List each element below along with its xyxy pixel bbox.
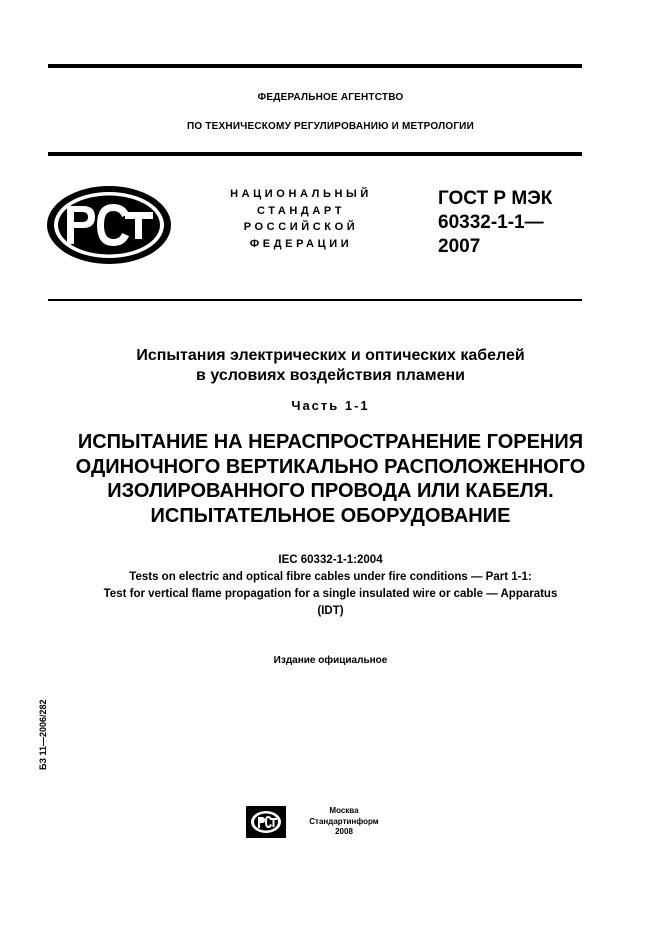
publisher-name: Стандартинформ bbox=[309, 816, 379, 826]
iec-line-1: Tests on electric and optical fibre cables under fire conditions — Part 1-1: bbox=[129, 571, 532, 583]
document-subtitle bbox=[0, 430, 661, 528]
iec-reference bbox=[0, 552, 661, 620]
edition-label: Издание официальное bbox=[273, 655, 388, 666]
gost-line-1: ГОСТ Р МЭК bbox=[438, 188, 553, 209]
subtitle-line-1: ИСПЫТАНИЕ НА НЕРАСПРОСТРАНЕНИЕ ГОРЕНИЯ bbox=[77, 431, 584, 453]
title-line-1: Испытания электрических и оптических кабелей bbox=[136, 347, 525, 364]
header-rule bbox=[48, 152, 582, 156]
document-title bbox=[0, 346, 661, 386]
publisher-city: Москва bbox=[329, 806, 359, 815]
iec-line-3: (IDT) bbox=[317, 605, 344, 617]
subtitle-line-3: ИЗОЛИРОВАННОГО ПРОВОДА ИЛИ КАБЕЛЯ. bbox=[107, 480, 554, 502]
gost-line-2: 60332-1-1— bbox=[438, 212, 544, 233]
agency-line-2: ПО ТЕХНИЧЕСКОМУ РЕГУЛИРОВАНИЮ И МЕТРОЛОГИИ bbox=[187, 121, 474, 132]
rst-logo-icon bbox=[45, 184, 173, 266]
title-line-2: в условиях воздействия пламени bbox=[196, 367, 465, 384]
national-standard-line-2: СТАНДАРТ bbox=[256, 204, 346, 217]
mid-rule bbox=[48, 299, 582, 301]
part-label: Часть 1-1 bbox=[291, 398, 370, 413]
publisher-year: 2008 bbox=[335, 827, 353, 836]
standartinform-logo-icon bbox=[246, 806, 286, 838]
publisher-info bbox=[296, 806, 392, 838]
top-rule bbox=[48, 64, 582, 68]
subtitle-line-2: ОДИНОЧНОГО ВЕРТИКАЛЬНО РАСПОЛОЖЕННОГО bbox=[75, 455, 586, 478]
national-standard-line-1: НАЦИОНАЛЬНЫЙ bbox=[230, 188, 372, 200]
gost-number bbox=[438, 187, 552, 259]
agency-line-1: ФЕДЕРАЛЬНОЕ АГЕНТСТВО bbox=[257, 92, 404, 103]
iec-code: IEC 60332-1-1:2004 bbox=[278, 554, 383, 566]
national-standard-line-3: РОССИЙСКОЙ bbox=[243, 221, 359, 233]
side-code: БЗ 11—2006/282 bbox=[38, 699, 48, 770]
iec-line-2: Test for vertical flame propagation for a single insulated wire or cable — Apparatus bbox=[103, 588, 558, 600]
national-standard-block bbox=[196, 186, 406, 252]
gost-line-3: 2007 bbox=[438, 236, 481, 257]
national-standard-line-4: ФЕДЕРАЦИИ bbox=[249, 237, 353, 250]
subtitle-line-4: ИСПЫТАТЕЛЬНОЕ ОБОРУДОВАНИЕ bbox=[150, 504, 511, 527]
